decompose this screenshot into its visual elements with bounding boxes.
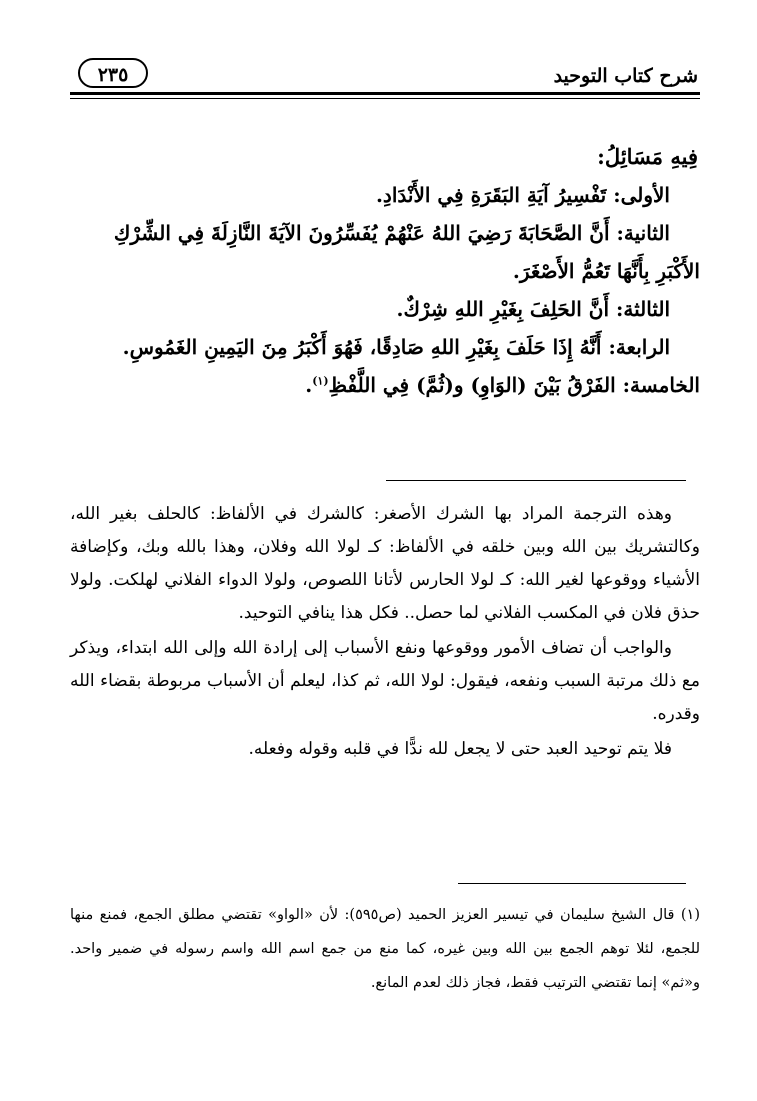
footnote [70, 898, 700, 1000]
issue-text: تَفْسِيرُ آيَةِ البَقَرَةِ فِي الأَنْدَادِ. [375, 183, 607, 207]
issues-section [70, 138, 700, 404]
commentary-paragraph: وهذه الترجمة المراد بها الشرك الأصغر: كالشرك في الألفاظ: كالحلف بغير الله، وكالتشريك بين الله وبين خلقه في الألفاظ: كـ لولا الله وفلان، وهذا بالله وبك، وكإضافة الأشياء ووقوعها لغير الله: كـ لولا الحارس لأتانا اللصوص، ولولا الدواء الفلاني لهلكت. ولولا حذق فلان في المكسب الفلاني لما حصل.. فكل هذا ينافي التوحيد. [70, 504, 700, 623]
issue-text: أَنَّهُ إِذَا حَلَفَ بِغَيْرِ اللهِ صَادِقًا، فَهُوَ أَكْبَرُ مِنَ اليَمِينِ الغَمُوسِ. [122, 335, 602, 359]
page-header [70, 58, 700, 100]
commentary-paragraph: فلا يتم توحيد العبد حتى لا يجعل لله ندًّا في قلبه وقوله وفعله. [248, 739, 672, 759]
issue-label: الخامسة: [622, 373, 700, 397]
commentary-paragraph: والواجب أن تضاف الأمور ووقوعها ونفع الأسباب إلى إرادة الله وإلى الله ابتداء، ويذكر مع ذلك مرتبة السبب ونفعه، فيقول: لولا الله، ثم كذا، ليعلم أن الأسباب مربوطة بقضاء الله وقدره. [70, 638, 700, 724]
issue-text-tail: . [305, 373, 313, 397]
page-number-badge: ٢٣٥ [78, 58, 148, 88]
issue-text: أَنَّ الصَّحَابَةَ رَضِيَ اللهُ عَنْهُمْ يُفَسِّرُونَ الآيَةَ النَّازِلَةَ فِي الشِّرْكِ الأَكْبَرِ بِأَنَّهَا تَعُمُّ الأَصْغَرَ. [113, 221, 700, 283]
footnote-reference[interactable]: (١) [312, 374, 329, 388]
book-title: شرح كتاب التوحيد [553, 65, 698, 87]
issue-item [70, 366, 700, 404]
issue-text: أَنَّ الحَلِفَ بِغَيْرِ اللهِ شِرْكٌ. [396, 297, 610, 321]
issue-label: الأولى: [613, 183, 670, 207]
section-divider [386, 480, 686, 481]
footnote-text: (١) قال الشيخ سليمان في تيسير العزيز الحميد (ص٥٩٥): لأن «الواو» تقتضي مطلق الجمع، فمنع منها للجمع، لئلا توهم الجمع بين الله وبين غيره، كما منع من جمع اسم الله واسم رسوله في ضمير واحد. و«ثم» إنما تقتضي الترتيب فقط، فجاز ذلك لعدم المانع. [70, 907, 700, 991]
commentary [70, 498, 700, 768]
issue-text: الفَرْقُ بَيْنَ (الوَاوِ) و(ثُمَّ) فِي اللَّفْظِ [328, 373, 616, 397]
header-rule-thick [70, 92, 700, 95]
issue-label: الثانية: [616, 221, 670, 245]
issues-heading: فِيهِ مَسَائِلُ: [597, 144, 698, 169]
issue-item [70, 328, 700, 366]
issue-item [70, 290, 700, 328]
issue-item [70, 176, 700, 214]
issue-item [70, 214, 700, 290]
book-page [70, 58, 700, 1078]
issue-label: الرابعة: [608, 335, 670, 359]
issue-label: الثالثة: [615, 297, 670, 321]
footnote-divider [458, 883, 686, 884]
header-rule-thin [70, 98, 700, 99]
